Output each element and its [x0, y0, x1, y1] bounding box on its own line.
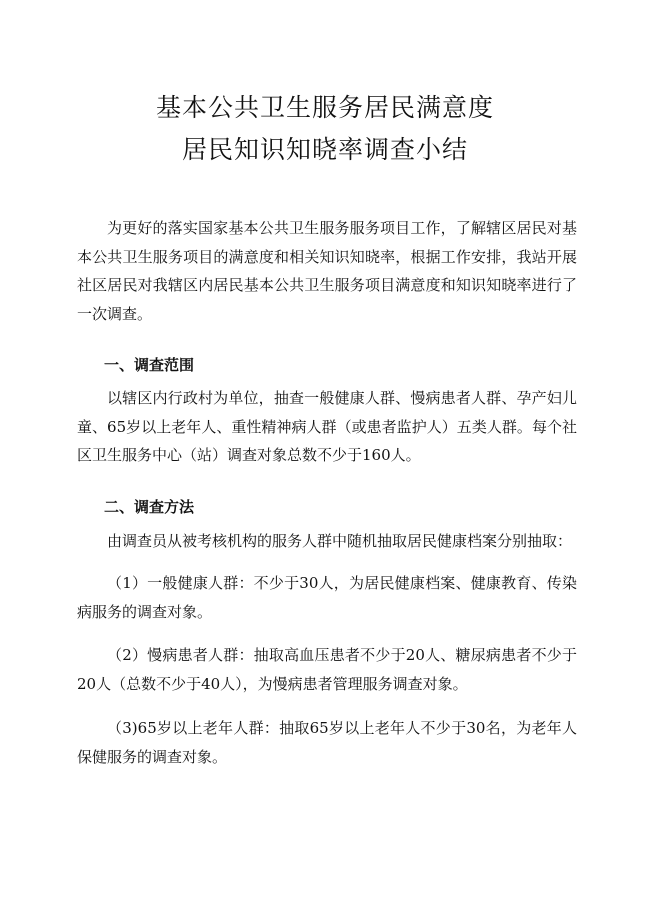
- section1-paragraph: 以辖区内行政村为单位，抽查一般健康人群、慢病患者人群、孕产妇儿童、65岁以上老年人、重性精神病人群（或患者监护人）五类人群。每个社区卫生服务中心（站）调查对象总数不少于160人。: [77, 389, 577, 464]
- section2-paragraph: 由调查员从被考核机构的服务人群中随机抽取居民健康档案分别抽取：: [107, 532, 573, 550]
- section2-heading: 二、调查方法: [104, 498, 195, 516]
- survey-item-1: （1）一般健康人群：不少于30人，为居民健康档案、健康教育、传染病服务的调查对象。: [77, 574, 577, 621]
- document-title-line2: 居民知识知晓率调查小结: [181, 135, 468, 164]
- intro-paragraph: 为更好的落实国家基本公共卫生服务服务项目工作，了解辖区居民对基本公共卫生服务项目的满意度和相关知识知晓率，根据工作安排，我站开展社区居民对我辖区内居民基本公共卫生服务项目满意度和知识知晓率进行了一次调查。: [77, 219, 577, 323]
- section1-heading: 一、调查范围: [104, 356, 195, 374]
- survey-item-2: （2）慢病患者人群：抽取高血压患者不少于20人、糖尿病患者不少于20人（总数不少于40人），为慢病患者管理服务调查对象。: [77, 646, 577, 693]
- survey-item-3: （3)65岁以上老年人群：抽取65岁以上老年人不少于30名，为老年人保健服务的调查对象。: [77, 719, 577, 766]
- document-title-line1: 基本公共卫生服务居民满意度: [155, 93, 494, 122]
